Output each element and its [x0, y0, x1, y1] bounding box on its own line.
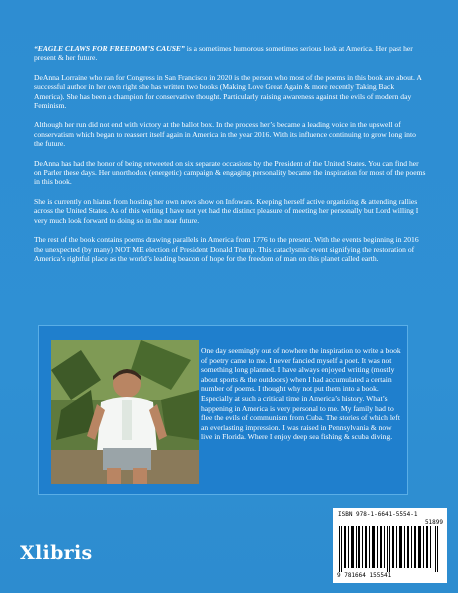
- price-code: 51899: [424, 519, 443, 526]
- intro-paragraph: [34, 44, 426, 63]
- book-title: “EAGLE CLAWS FOR FREEDOM’S CAUSE”: [34, 44, 185, 53]
- barcode-bars: [339, 526, 441, 572]
- author-bio-panel: [38, 325, 408, 495]
- isbn-label: ISBN 978-1-6641-5554-1: [338, 511, 418, 518]
- publisher-logo: Xlibris: [20, 542, 93, 564]
- paragraph-2: Although her run did not end with victory at the ballot box. In the process her’s became a leading voice in the upswell of conservatism which began to reassert itself again in America in the year 2016. With its influence continuing to grow long into the future.: [34, 120, 416, 149]
- isbn-barcode: [333, 508, 447, 583]
- paragraph-5: The rest of the book contains poems drawing parallels in America from 1776 to the present. With the events beginning in 2016 the unexpected (by many) NOT ME election of President Donald Trump. This cataclysmic event signifying the restoration of America’s rightful place as the world’s leading beacon of hope for the freedom of man on this planet called earth.: [34, 235, 419, 263]
- intro-text: is a sometimes humorous sometimes serious look at America. Her past her present & her future.: [34, 44, 413, 63]
- paragraph-4: She is currently on hiatus from hosting her own news show on Infowars. Keeping herself active organizing & attending rallies across the United States. As of this writing I have not yet had the distinct pleasure of meeting her personally but Lord willing I very much look forward to doing so in the near future.: [34, 196, 419, 225]
- author-photo-illustration: [51, 340, 199, 484]
- paragraph-3: DeAnna has had the honor of being retweeted on six separate occasions by the President of the United States. You can find her on Parler these days. Her unorthodox (energetic) campaign & engaging personality became the inspiration for most of the poems in this book.: [34, 158, 426, 187]
- description-text: [34, 44, 426, 273]
- author-photo: [51, 340, 199, 484]
- barcode-digits: 9 781664 155541: [337, 572, 392, 579]
- paragraph-1: DeAnna Lorraine who ran for Congress in San Francisco in 2020 is the person who most of the poems in this book are about. A successful author in her own right she has written two books (Making Love Great Again & more recently Taking Back America). She has been a champion for conservative thought. Particularly raising awareness against the evils of modern day Feminism.: [34, 72, 422, 111]
- author-bio-text: One day seemingly out of nowhere the inspiration to write a book of poetry came to me. I never fancied myself a poet. It was not something long planned. I have always enjoyed writing (mostly about sports & the outdoors) when I had accumulated a certain number of poems. I thought why not put them into a book. Especially at such a critical time in America’s history. What’s happening in America is very personal to me. My family had to flee the evils of communism from Cuba. The stories of which left an everlasting impression. I was raised in Pennsylvania & now live in Florida. Where I enjoy deep sea fishing & scuba diving.: [201, 346, 401, 442]
